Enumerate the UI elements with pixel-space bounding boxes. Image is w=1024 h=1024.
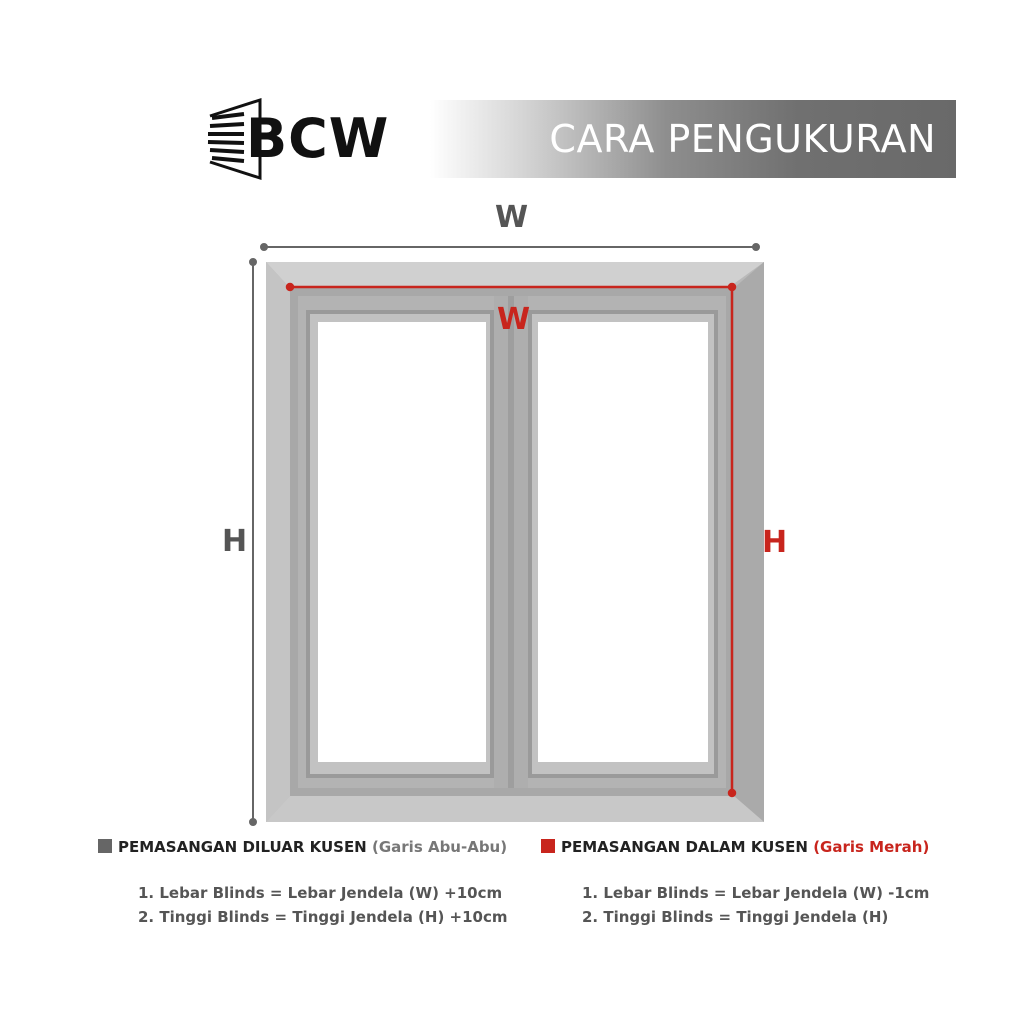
legend-inside [541, 838, 929, 856]
right-glass [538, 322, 708, 762]
outer-height-label: H [222, 524, 248, 559]
left-glass [318, 322, 486, 762]
legend-inside-note: (Garis Merah) [813, 838, 930, 856]
outer-width-label: W [495, 200, 529, 235]
rule-outside-height: 2. Tinggi Blinds = Tinggi Jendela (H) +10cm [138, 908, 508, 926]
rule-inside-width: 1. Lebar Blinds = Lebar Jendela (W) -1cm [582, 884, 930, 902]
rule-outside-width: 1. Lebar Blinds = Lebar Jendela (W) +10cm [138, 884, 503, 902]
legend-outside-note: (Garis Abu-Abu) [371, 838, 508, 856]
red-square-icon [541, 839, 555, 853]
legend-outside [98, 838, 507, 856]
inner-width-label: W [497, 302, 531, 337]
rules-outside [138, 881, 508, 929]
rule-inside-height: 2. Tinggi Blinds = Tinggi Jendela (H) [582, 908, 889, 926]
inner-height-label: H [762, 525, 788, 560]
rules-inside [582, 881, 929, 929]
gray-square-icon [98, 839, 112, 853]
page-title: CARA PENGUKURAN [549, 117, 936, 161]
legend-inside-title: PEMASANGAN DALAM KUSEN [561, 838, 808, 856]
brand-name: BCW [246, 107, 390, 170]
legend-outside-title: PEMASANGAN DILUAR KUSEN [118, 838, 367, 856]
